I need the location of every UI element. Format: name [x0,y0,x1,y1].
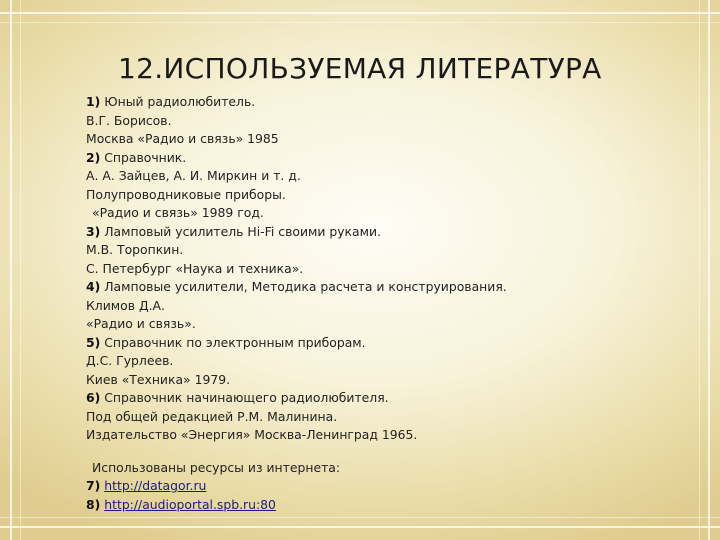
references-list [86,93,686,514]
reference-number: 6) [86,390,101,405]
reference-title: Юный радиолюбитель. [100,94,256,109]
slide-title: 12.ИСПОЛЬЗУЕМАЯ ЛИТЕРАТУРА [118,52,602,85]
reference-title: Справочник по электронным приборам. [100,334,366,350]
reference-title: Ламповый усилитель Hi-Fi своими руками. [100,223,381,239]
link-number: 8) [86,496,101,512]
reference-number: 2) [86,149,101,165]
reference-title: Справочник начинающего радиолюбителя. [100,390,389,405]
reference-6-editor: Под общей редакцией Р.М. Малинина. [86,408,338,424]
reference-number: 3) [86,223,101,239]
reference-5-author: Д.С. Гурлеев. [86,353,174,368]
reference-1-publisher: Москва «Радио и связь» 1985 [86,131,279,146]
reference-6-publisher: Издательство «Энергия» Москва-Ленинград 1965. [86,427,418,442]
reference-3-publisher: С. Петербург «Наука и техника». [86,260,304,276]
frame-line-left-inner [20,0,21,540]
reference-title: Справочник. [100,149,187,165]
reference-5-title-line [86,334,686,353]
reference-5-publisher: Киев «Техника» 1979. [86,371,231,387]
frame-line-top-inner [0,22,720,23]
frame-line-bottom [0,526,720,528]
frame-line-left [10,0,12,540]
reference-3-title-line [86,223,686,242]
section-gap [86,445,686,459]
frame-line-top [0,12,720,14]
frame-line-right-inner [699,0,700,540]
reference-4-publisher: «Радио и связь». [86,316,196,331]
reference-number: 5) [86,334,101,350]
internet-heading: Использованы ресурсы из интернета: [92,459,341,475]
frame-line-right [708,0,710,540]
reference-1-author: В.Г. Борисов. [86,112,172,128]
reference-6-title-line [86,389,686,408]
datagor-link[interactable]: http://datagor.ru [104,478,207,493]
reference-4-title-line [86,278,686,297]
reference-title: Ламповые усилители, Методика расчета и конструирования. [100,279,507,294]
reference-2-subtitle: Полупроводниковые приборы. [86,186,286,202]
reference-3-author: М.В. Торопкин. [86,242,184,257]
reference-number: 4) [86,279,101,294]
frame-line-bottom-inner [0,517,720,518]
reference-number: 1) [86,94,101,109]
internet-link-item-7 [86,477,686,496]
reference-1-title-line [86,93,686,112]
link-number: 7) [86,478,101,493]
reference-2-publisher: «Радио и связь» 1989 год. [92,205,264,220]
reference-2-authors: А. А. Зайцев, А. И. Миркин и т. д. [86,168,301,183]
reference-2-title-line [86,149,686,168]
reference-4-author: Климов Д.А. [86,297,165,313]
internet-link-item-8 [86,496,686,515]
audioportal-link[interactable]: http://audioportal.spb.ru:80 [104,496,276,512]
